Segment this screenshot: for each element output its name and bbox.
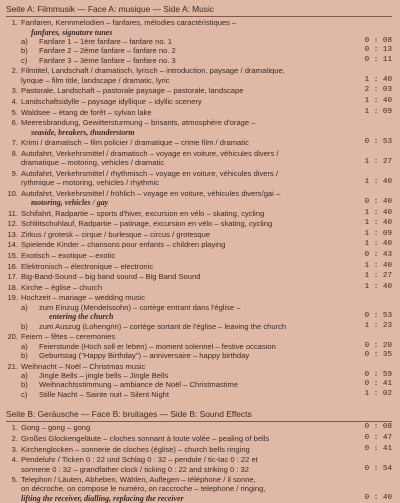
track-duration: 0 : 20	[364, 341, 392, 350]
track-title: Telephon / Läuten, Abheben, Wählen, Auflegen – téléphone / il sonne,	[21, 475, 256, 485]
track-entry	[6, 423, 392, 432]
track-line	[21, 86, 392, 95]
track-entry	[6, 189, 392, 208]
track-entry	[6, 66, 392, 85]
track-sub-letter: c)	[21, 55, 28, 65]
track-title: on décroche, on compose le numéro, on raccroche – telephone / ringing,	[21, 484, 266, 494]
track-title: Stille Nacht – Sainte nuit – Silent Night	[39, 389, 170, 399]
track-entry	[6, 390, 392, 399]
side-a-heading: Seite A: Filmmusik — Face A: musique — Side A: Music	[6, 3, 392, 17]
track-title: Großes Glockengeläute – cloches sonnant à toute volée – pealing of bells	[21, 433, 270, 443]
track-duration: 1 : 23	[364, 321, 392, 330]
track-duration	[364, 293, 392, 302]
track-number: 7.	[11, 138, 18, 148]
track-line	[21, 149, 392, 158]
track-number: 10.	[7, 188, 18, 198]
track-entry	[6, 18, 392, 37]
track-number: 12.	[7, 219, 18, 229]
side-a-track-list	[6, 18, 392, 399]
track-sub-letter: a)	[21, 370, 28, 380]
track-duration: 0 : 08	[364, 36, 392, 45]
track-line	[21, 423, 392, 432]
track-title: Geburtstag ("Happy Birthday") – anniversaire – happy birthday	[39, 350, 250, 360]
track-title: Elektronisch – électronique – electronic	[21, 261, 154, 271]
track-number	[6, 380, 21, 389]
track-title: Krimi / dramatisch – film policier / dramatique – crime film / dramatic	[21, 138, 249, 148]
track-entry	[6, 86, 392, 95]
track-duration: 0 : 54	[364, 464, 392, 473]
track-duration: 1 : 27	[364, 272, 392, 281]
track-entry	[6, 434, 392, 443]
track-sub-letter: b)	[21, 321, 28, 331]
track-number: 11.	[8, 208, 18, 218]
track-line	[21, 465, 392, 474]
track-line	[21, 158, 392, 167]
track-duration: 0 : 53	[364, 138, 392, 147]
track-title: Feiern – fêtes – ceremonies	[21, 332, 116, 342]
track-title: Fanfare 1 – 1ère fanfare – fanfare no. 1	[39, 36, 172, 46]
track-entry	[6, 362, 392, 371]
track-line	[21, 262, 392, 271]
track-title: Meeresbrandung, Gewittersturmung – brisants, atmosphère d'orage –	[21, 118, 256, 128]
track-title: zum Auszug (Lohengrin) – cortège sortant de l'église – leaving the church	[39, 321, 287, 331]
track-line	[21, 198, 392, 207]
track-duration: 1 : 40	[364, 282, 392, 291]
track-line	[39, 312, 392, 321]
track-number: 3.	[11, 444, 18, 454]
track-title: Autofahrt, Verkehrsmittel / dramatisch – voyage en voiture, véhicules divers /	[21, 148, 279, 158]
track-line	[21, 362, 392, 371]
track-duration: 0 : 08	[364, 423, 392, 432]
track-entry	[6, 138, 392, 147]
track-line	[21, 138, 392, 147]
track-line	[21, 118, 392, 127]
track-line	[21, 484, 392, 493]
track-title: Feierstunde (Hoch soll er leben) – moment solennel – festive occasion	[39, 341, 276, 351]
track-line	[21, 494, 392, 503]
track-title: seaside, breakers, thunderstorm	[31, 127, 135, 137]
track-duration	[364, 149, 392, 158]
track-entry	[6, 332, 392, 341]
track-line	[21, 445, 392, 454]
track-entry	[6, 342, 392, 351]
track-title: Autofahrt, Verkehrsmittel / fröhlich – voyage en voiture, véhicules divers/gai –	[21, 188, 281, 198]
track-title: Weihnacht – Noël – Christmas music	[21, 361, 146, 371]
track-title: Zirkus / grotesk – cirque / burlesque – circus / grotesque	[21, 229, 211, 239]
track-entry	[6, 169, 392, 188]
track-duration: 0 : 41	[364, 380, 392, 389]
track-title: motoring, vehicles / gay	[31, 198, 109, 208]
track-title: Autofahrt, Verkehrsmittel / rhythmisch – voyage en voiture, véhicules divers /	[21, 168, 279, 178]
track-line	[21, 76, 392, 85]
track-number	[6, 390, 21, 399]
track-number: 2.	[11, 433, 18, 443]
track-number	[6, 371, 21, 380]
track-line	[21, 178, 392, 187]
track-line	[39, 380, 392, 389]
track-number: 20.	[7, 332, 18, 342]
track-duration: 0 : 35	[364, 350, 392, 359]
track-line	[21, 189, 392, 198]
track-duration: 2 : 03	[364, 86, 392, 95]
track-sub-letter: a)	[21, 341, 28, 351]
track-line	[21, 209, 392, 218]
track-duration	[364, 18, 392, 27]
track-number	[6, 46, 21, 55]
track-entry	[6, 351, 392, 360]
track-entry	[6, 118, 392, 137]
track-line	[21, 219, 392, 228]
track-duration: 0 : 43	[364, 250, 392, 259]
track-line	[21, 434, 392, 443]
track-duration	[364, 303, 392, 312]
track-title: zum Einzug (Mendelssohn) – cortège entrant dans l'église –	[39, 302, 241, 312]
track-duration	[364, 128, 392, 137]
track-duration: 1 : 40	[364, 219, 392, 228]
track-number: 3.	[11, 86, 18, 96]
track-title: Landschaftsidylle – paysage idyllique – idyllic scenery	[21, 96, 202, 106]
track-number: 4.	[11, 96, 18, 106]
track-title: Schlittschuhlauf, Radpartie – patinage, excursion en vélo – skating, cycling	[21, 219, 273, 229]
track-number: 9.	[11, 168, 18, 178]
track-line	[21, 455, 392, 464]
track-line	[39, 371, 392, 380]
track-line	[21, 230, 392, 239]
track-duration: 0 : 59	[364, 370, 392, 379]
side-b-heading: Seite B: Geräusche — Face B: bruitages — Side B: Sound Effects	[6, 408, 392, 422]
track-line	[21, 169, 392, 178]
track-entry	[6, 251, 392, 260]
track-entry	[6, 283, 392, 292]
track-number	[6, 351, 21, 360]
track-number: 5.	[11, 475, 18, 485]
track-duration	[364, 475, 392, 484]
track-number: 5.	[11, 107, 18, 117]
track-entry	[6, 46, 392, 55]
track-duration	[364, 455, 392, 464]
track-entry	[6, 219, 392, 228]
track-line	[39, 351, 392, 360]
track-line	[39, 342, 392, 351]
track-number: 13.	[7, 229, 18, 239]
track-duration: 1 : 27	[364, 158, 392, 167]
track-entry	[6, 108, 392, 117]
track-number: 4.	[11, 455, 18, 465]
track-duration	[364, 362, 392, 371]
track-line	[21, 66, 392, 75]
track-line	[39, 303, 392, 312]
track-title: Gong – gong – gong	[21, 423, 91, 433]
track-line	[21, 251, 392, 260]
track-number: 8.	[11, 148, 18, 158]
track-line	[21, 28, 392, 37]
track-duration	[364, 189, 392, 198]
track-number: 1.	[11, 423, 18, 433]
track-number: 19.	[7, 293, 18, 303]
track-duration: 1 : 40	[364, 261, 392, 270]
track-duration: 1 : 02	[364, 389, 392, 398]
track-number: 18.	[7, 282, 18, 292]
track-title: Filmtitel, Landschaft / dramatisch, lyrisch – introduction, paysage / dramatique,	[21, 66, 285, 76]
track-title: entering the church	[49, 312, 114, 322]
track-title: Spielende Kinder – chansons pour enfants – children playing	[21, 240, 226, 250]
track-duration: 1 : 40	[364, 208, 392, 217]
track-duration	[364, 28, 392, 37]
track-title: Schifahrt, Radpartie – sports d'hiver, excursion en vélo – skating, cycling	[21, 208, 265, 218]
track-entry	[6, 149, 392, 168]
track-number: 1.	[11, 18, 18, 28]
track-line	[21, 293, 392, 302]
track-title: Kirche – église – church	[21, 282, 103, 292]
track-number	[6, 342, 21, 351]
track-line	[21, 332, 392, 341]
track-duration: 0 : 13	[364, 46, 392, 55]
track-duration: 1 : 40	[364, 240, 392, 249]
track-title: sonnerie 0 : 32 – grandfather clock / ticking 0 : 22 and striking 0 : 32	[21, 464, 249, 474]
track-duration: 0 : 41	[364, 444, 392, 453]
track-number: 2.	[11, 66, 18, 76]
track-duration	[364, 66, 392, 75]
track-line	[21, 108, 392, 117]
track-title: fanfares, signature tunes	[31, 27, 113, 37]
track-entry	[6, 322, 392, 331]
track-duration	[364, 332, 392, 341]
track-duration: 1 : 40	[364, 75, 392, 84]
track-duration: 0 : 40	[364, 198, 392, 207]
track-duration: 1 : 09	[364, 229, 392, 238]
side-b-track-list	[6, 423, 392, 503]
track-sub-letter: a)	[21, 36, 28, 46]
track-title: rythmique – motoring, vehicles / rhythmic	[21, 178, 160, 188]
track-duration	[364, 484, 392, 493]
track-line	[21, 240, 392, 249]
track-entry	[6, 380, 392, 389]
track-title: Kirchenglocken – sonnerie de cloches (église) – church bells ringing	[21, 444, 250, 454]
track-entry	[6, 230, 392, 239]
track-line	[21, 283, 392, 292]
track-number	[6, 37, 21, 46]
track-number: 21.	[7, 361, 18, 371]
track-line	[39, 322, 392, 331]
track-number: 15.	[7, 250, 18, 260]
track-duration: 1 : 40	[364, 178, 392, 187]
track-title: Jingle Bells – jingle bells – Jingle Bells	[39, 370, 169, 380]
track-duration: 0 : 47	[364, 433, 392, 442]
track-title: Waldsee – étang de forêt – sylvan lake	[21, 107, 152, 117]
track-line	[21, 128, 392, 137]
track-entry	[6, 56, 392, 65]
track-entry	[6, 445, 392, 454]
track-title: Fanfare 2 – 2ème fanfare – fanfare no. 2	[39, 46, 176, 56]
track-line	[39, 390, 392, 399]
track-entry	[6, 293, 392, 302]
track-sub-letter: b)	[21, 350, 28, 360]
track-number	[6, 322, 21, 331]
track-sub-letter: c)	[21, 389, 28, 399]
track-line	[39, 46, 392, 55]
track-entry	[6, 303, 392, 322]
track-title: Exotisch – exotique – exotic	[21, 250, 116, 260]
track-line	[21, 272, 392, 281]
track-duration: 1 : 09	[364, 107, 392, 116]
track-duration	[364, 169, 392, 178]
track-duration: 0 : 53	[364, 312, 392, 321]
track-number: 16.	[7, 261, 18, 271]
track-title: Fanfare 3 – 3ème fanfare – fanfare no. 3	[39, 55, 176, 65]
track-duration: 1 : 40	[364, 96, 392, 105]
track-title: Hochzeit – mariage – wedding music	[21, 293, 146, 303]
track-number: 6.	[11, 118, 18, 128]
track-number: 14.	[7, 240, 18, 250]
track-title: lifting the receiver, dialling, replacing the receiver	[21, 493, 184, 503]
track-duration	[364, 118, 392, 127]
track-title: Pastorale, Landschaft – pastorale paysage – pastorale, landscape	[21, 86, 244, 96]
track-sub-letter: b)	[21, 380, 28, 390]
track-number	[6, 303, 21, 322]
track-line	[21, 18, 392, 27]
track-title: dramatique – motoring, vehicles / dramatic	[21, 158, 165, 168]
track-entry	[6, 475, 392, 503]
track-sub-letter: a)	[21, 302, 28, 312]
track-title: Weihnachtsstimmung – ambiance de Noël – Christmastime	[39, 380, 239, 390]
track-line	[39, 37, 392, 46]
track-entry	[6, 272, 392, 281]
track-entry	[6, 262, 392, 271]
track-title: Big-Band-Sound – big band sound – Big Band Sound	[21, 272, 201, 282]
track-entry	[6, 371, 392, 380]
track-entry	[6, 455, 392, 474]
track-entry	[6, 37, 392, 46]
track-number	[6, 56, 21, 65]
track-title: Pendeluhr / Ticken 0 : 22 und Schlag 0 : 32 – pendule / tic-tac 0 : 22 et	[21, 455, 258, 465]
track-duration: 0 : 40	[364, 493, 392, 502]
track-sub-letter: b)	[21, 46, 28, 56]
track-title: Fanfaren, Kennmelodien – fanfares, mélodies caractéristiques –	[21, 18, 237, 28]
track-number: 17.	[7, 272, 18, 282]
track-title: lyrique – film title, landscape / dramatic, lyric	[21, 75, 170, 85]
track-line	[21, 475, 392, 484]
track-entry	[6, 240, 392, 249]
track-entry	[6, 209, 392, 218]
track-line	[21, 97, 392, 106]
track-duration: 0 : 11	[364, 55, 392, 64]
track-line	[39, 56, 392, 65]
track-entry	[6, 97, 392, 106]
